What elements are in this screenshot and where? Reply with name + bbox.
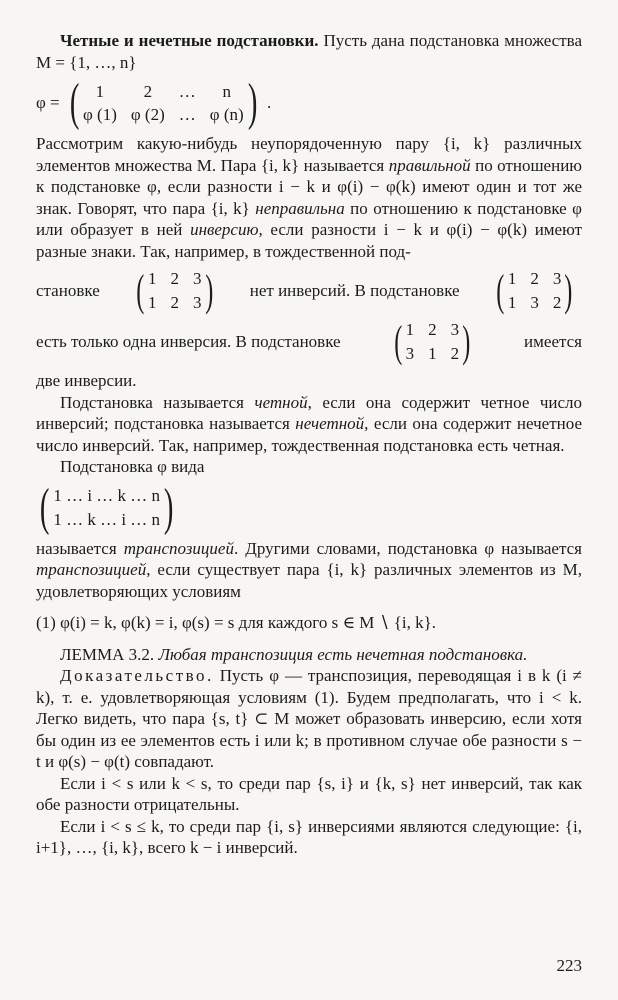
two-inv-entry: 2 <box>450 343 460 363</box>
paragraph-even-odd: Подстановка называется четной, если она содержит четное число инверсий; подстановка называется нечетной, если она содержит нечетное число инверсий. Так, например, тождественная подстановка есть четная. <box>36 392 583 455</box>
page-number: 223 <box>556 956 582 975</box>
transposition-matrix: ( 1 … i … k … n 1 … k … i … n ) <box>39 478 174 536</box>
two-inv-entry: 1 <box>405 320 415 339</box>
phi-entry: … <box>178 105 196 124</box>
identity-entry: 2 <box>170 269 179 288</box>
example-row-1: становке ( 1 2 3 1 2 3 ) нет инверсий. В подстановке ( 1 2 3 1 3 2 ) <box>36 268 582 313</box>
phi-entry: φ (2) <box>130 105 165 124</box>
one-inv-entry: 1 <box>507 269 517 288</box>
one-inv-entry: 2 <box>552 292 562 312</box>
example-row-2: есть только одна инверсия. В подстановке ( 1 2 3 3 1 2 ) имеется <box>36 316 582 366</box>
identity-matrix: ( 1 2 3 1 2 3 ) <box>136 265 213 315</box>
one-inv-entry: 3 <box>530 292 539 312</box>
two-inversion-matrix: ( 1 2 3 3 1 2 ) <box>394 316 471 366</box>
two-inv-entry: 1 <box>428 343 437 363</box>
phi-entry: … <box>178 81 196 101</box>
phi-definition: φ = ( 1 2 … n φ (1) φ (2) … φ (n) ) . <box>36 74 272 131</box>
paragraph-case-2: Если i < s ≤ k, то среди пар {i, s} инверсиями являются следующие: {i, i+1}, …, {i, k}, всего k − i инверсий. <box>36 816 582 857</box>
phi-entry: 1 <box>95 81 105 101</box>
paragraph-proof: Доказательство. Пусть φ — транспозиция, переводящая i в k (i ≠ k), т. е. удовлетворяющая условиям (1). Будем предполагать, что i < k. Легко видеть, что пара {s, t} ⊂ M может образовать инверсию, если хотя бы один из ее элементов есть i или k; в противном случае обе разности s − t и φ(s) − φ(t) совпадают. <box>36 666 582 771</box>
paragraph-inversion-def: Рассмотрим какую-нибудь неупорядоченную пару {i, k} различных элементов множества M. Пара {i, k} называется правильной по отношению к подстановке φ, если разности i − k и φ(i) − φ(k) имеют один и тот же знак. Говорят, что пара {i, k} неправильна по отношению к подстановке φ или образует в ней инверсию, если разности i − k и φ(i) − φ(k) имеют разные знаки. Так, например, в тождественной под- <box>36 134 583 261</box>
paragraph-case-1: Если i < s или k < s, то среди пар {s, i} и {k, s} нет инверсий, так как обе разности отрицательны. <box>36 773 582 814</box>
equation-1: (1) φ(i) = k, φ(k) = i, φ(s) = s для каждого s ∈ M ∖ {i, k}. <box>36 613 437 632</box>
lemma-3-2: ЛЕММА 3.2. Любая транспозиция есть нечетная подстановка. <box>60 644 528 664</box>
one-inv-entry: 3 <box>552 269 562 288</box>
one-inversion-matrix: ( 1 2 3 1 3 2 ) <box>496 265 573 315</box>
phi-entry: φ (1) <box>82 105 117 124</box>
paragraph-two-inversions: две инверсии. <box>36 371 137 390</box>
section-heading: Четные и нечетные подстановки. <box>60 31 319 50</box>
two-inv-entry: 3 <box>450 320 460 339</box>
paragraph-transposition-def: называется транспозицией. Другими словами, подстановка φ называется транспозицией, если существует пара {i, k} различных элементов из M, удовлетворяющих условиям <box>36 538 582 601</box>
phi-matrix: ( 1 2 … n φ (1) φ (2) … φ (n) ) <box>69 74 258 131</box>
phi-entry: 2 <box>143 81 153 101</box>
identity-entry: 1 <box>148 269 157 288</box>
page-text <box>36 30 582 859</box>
one-inv-entry: 1 <box>507 292 517 312</box>
paragraph-intro: Четные и нечетные подстановки. Пусть дана подстановка множества M = {1, …, n} <box>36 31 583 72</box>
identity-entry: 2 <box>170 292 179 312</box>
two-inv-entry: 2 <box>428 320 437 339</box>
phi-entry: n <box>222 81 231 101</box>
two-inv-entry: 3 <box>405 343 415 363</box>
one-inv-entry: 2 <box>530 269 539 288</box>
identity-entry: 1 <box>148 292 157 312</box>
identity-entry: 3 <box>193 269 202 288</box>
phi-entry: φ (n) <box>209 105 244 124</box>
identity-entry: 3 <box>193 292 202 312</box>
paragraph-transposition-form: Подстановка φ вида <box>60 457 205 476</box>
